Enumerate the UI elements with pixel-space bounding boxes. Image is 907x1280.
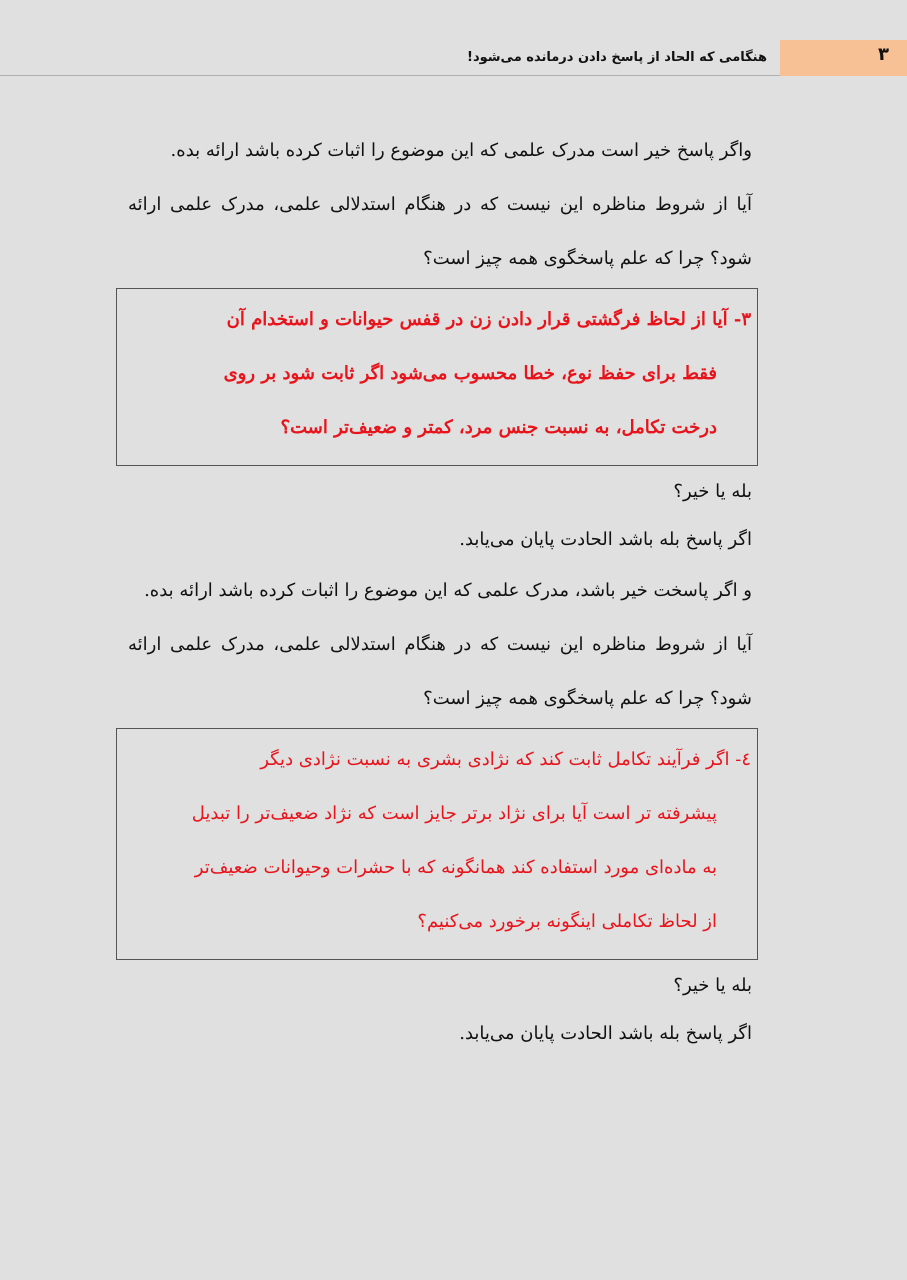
question-line: ۳- آیا از لحاظ فرگشتی قرار دادن زن در قفس حیوانات و استخدام آن <box>226 309 751 330</box>
page-number-tab <box>780 40 907 76</box>
paragraph: آیا از شروط مناظره این نیست که در هنگام استدلالی علمی، مدرک علمی ارائه شود؟ چرا که علم پاسخگوی همه چیز است؟ <box>128 194 752 269</box>
question-line: از لحاظ تکاملی اینگونه برخورد می‌کنیم؟ <box>417 911 717 932</box>
header-rule <box>0 75 780 76</box>
page-header <box>0 40 907 76</box>
paragraph: بله یا خیر؟ <box>673 481 752 502</box>
paragraph: و اگر پاسخت خیر باشد، مدرک علمی که این موضوع را اثبات کرده باشد ارائه بده. <box>144 580 752 601</box>
paragraph: واگر پاسخ خیر است مدرک علمی که این موضوع را اثبات کرده باشد ارائه بده. <box>170 140 752 161</box>
running-title: هنگامی که الحاد از پاسخ دادن درمانده می‌شود! <box>467 50 767 65</box>
paragraph: اگر پاسخ بله باشد الحادت پایان می‌یابد. <box>459 529 752 550</box>
question-line: فقط برای حفظ نوع، خطا محسوب می‌شود اگر ثابت شود بر روی <box>223 363 717 384</box>
question-line: به ماده‌ای مورد استفاده کند همانگونه که با حشرات وحیوانات ضعیف‌تر <box>194 857 717 878</box>
paragraph: اگر پاسخ بله باشد الحادت پایان می‌یابد. <box>459 1023 752 1044</box>
question-box-4 <box>116 728 758 960</box>
paragraph: بله یا خیر؟ <box>673 975 752 996</box>
paragraph: آیا از شروط مناظره این نیست که در هنگام استدلالی علمی، مدرک علمی ارائه شود؟ چرا که علم پاسخگوی همه چیز است؟ <box>128 634 752 709</box>
question-line: پیشرفته تر است آیا برای نژاد برتر جایز است که نژاد ضعیف‌تر را تبدیل <box>191 803 717 824</box>
question-line: ٤- اگر فرآیند تکامل ثابت کند که نژادی بشری به نسبت نژادی دیگر <box>260 749 751 770</box>
page-body <box>128 124 752 1058</box>
question-box-3 <box>116 288 758 466</box>
question-line: درخت تکامل، به نسبت جنس مرد، کمتر و ضعیف‌تر است؟ <box>280 417 717 438</box>
page-number: ۳ <box>878 44 889 65</box>
